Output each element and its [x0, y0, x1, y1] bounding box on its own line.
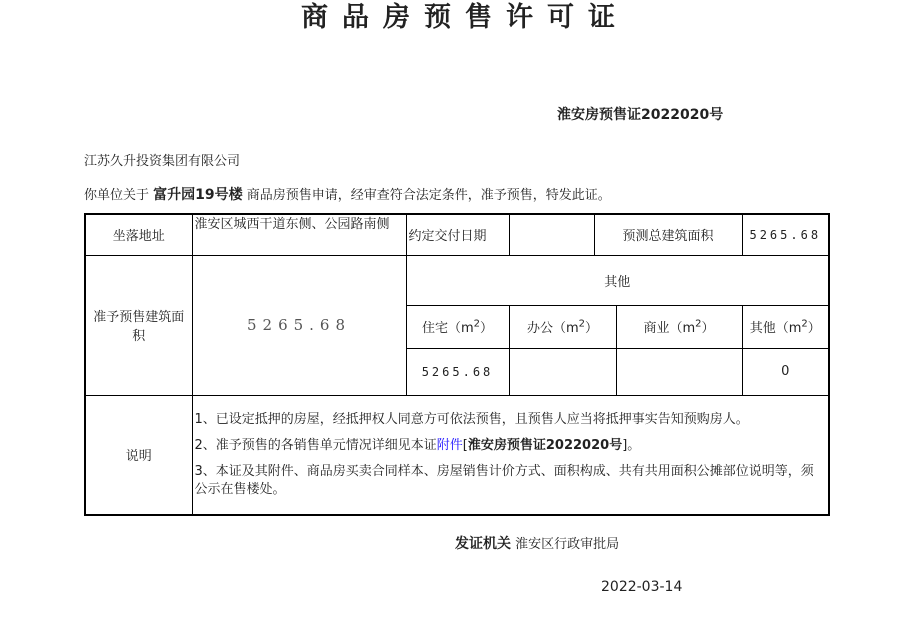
- page-title: 商品房预售许可证: [301, 2, 629, 33]
- val-commercial: [616, 348, 742, 395]
- issuing-authority: [455, 533, 619, 553]
- presale-area-label: 准予预售建筑面积: [85, 255, 192, 395]
- delivery-date-label: 约定交付日期: [406, 214, 509, 255]
- project-name: 富升园19号楼: [153, 187, 243, 203]
- col-office: 办公$(m^2)$: [509, 305, 616, 348]
- location-label: 坐落地址: [85, 214, 192, 255]
- delivery-date-value: [509, 214, 594, 255]
- val-office: [509, 348, 616, 395]
- other-header: 其他: [406, 255, 829, 305]
- issue-date: 2022-03-14: [601, 579, 683, 595]
- total-area-label: 预测总建筑面积: [594, 214, 742, 255]
- notes-content: [192, 395, 829, 515]
- val-other: 0: [742, 348, 829, 395]
- issuer-label: 发证机关: [455, 536, 511, 552]
- note-3: 3、本证及其附件、商品房买卖合同样本、房屋销售计价方式、面积构成、共有共用面积公摊部位说明等，须公示在售楼处。: [194, 463, 814, 497]
- certificate-number: 淮安房预售证2022020号: [557, 107, 724, 123]
- intro-suffix: 商品房预售申请，经审查符合法定条件，准予预售，特发此证。: [246, 188, 611, 203]
- permit-table: [84, 213, 830, 516]
- company-name: 江苏久升投资集团有限公司: [84, 154, 241, 169]
- intro-text: [84, 184, 611, 204]
- col-commercial: 商业$(m^2)$: [616, 305, 742, 348]
- intro-prefix: 你单位关于: [84, 188, 150, 203]
- note-1: 1、已设定抵押的房屋，经抵押权人同意方可依法预售，且预售人应当将抵押事实告知预购房人。: [194, 411, 749, 427]
- val-residential: 5265.68: [406, 348, 509, 395]
- presale-area-value: 5265.68: [192, 255, 406, 395]
- note-2: 2、准予预售的各销售单元情况详细见本证附件[淮安房预售证2022020号]。: [194, 437, 641, 453]
- attachment-link[interactable]: 附件: [436, 437, 463, 453]
- total-area-value: 5265.68: [742, 214, 829, 255]
- notes-label: 说明: [85, 395, 192, 515]
- col-residential: 住宅$(m^2)$: [406, 305, 509, 348]
- issuer-value: 淮安区行政审批局: [515, 537, 620, 552]
- location-value: 淮安区城西干道东侧、公园路南侧: [192, 214, 406, 255]
- col-other: 其他$(m^2)$: [742, 305, 829, 348]
